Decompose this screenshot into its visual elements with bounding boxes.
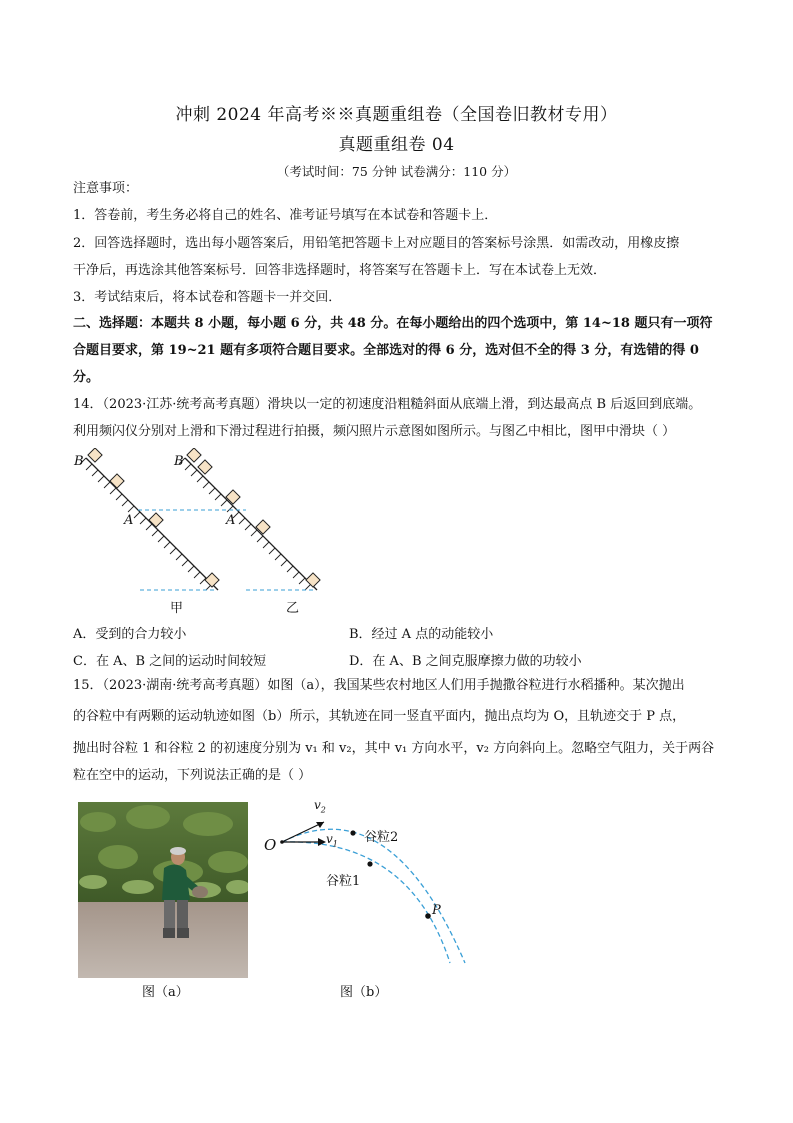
farmer-photo	[78, 802, 248, 978]
note-item-3: 3．考试结束后，将本试卷和答题卡一并交回．	[73, 290, 342, 305]
point-P	[425, 913, 431, 919]
label-grain-2: 谷粒2	[364, 830, 399, 845]
q14-option-c: C．在 A、B 之间的运动时间较短	[73, 654, 267, 669]
q15-stem-line3: 抛出时谷粒 1 和谷粒 2 的初速度分别为 v₁ 和 v₂，其中 v₁ 方向水平，v₂ 方向斜向上。忽略空气阻力，关于两谷	[73, 741, 715, 756]
slider-block	[198, 460, 212, 474]
slider-block	[187, 448, 201, 462]
grain-2-dot	[350, 830, 355, 835]
q14-option-a: A．受到的合力较小	[73, 627, 187, 642]
page-title: 冲刺 2024 年高考※※真题重组卷（全国卷旧教材专用）	[175, 105, 618, 125]
fig-a-caption: 图（a）	[142, 985, 189, 1000]
q14-option-b: B．经过 A 点的动能较小	[349, 627, 494, 642]
v2-arrow	[282, 822, 324, 842]
section-heading-line2: 合题目要求，第 19~21 题有多项符合题目要求。全部选对的得 6 分，选对但不全的得 3 分，有选错的得 0	[73, 343, 699, 358]
section-heading-line3: 分。	[73, 370, 100, 385]
exam-info: （考试时间：75 分钟 试卷满分：110 分）	[276, 164, 517, 179]
notes-heading: 注意事项：	[73, 181, 139, 196]
fig-b-caption: 图（b）	[340, 985, 388, 1000]
slider-block	[306, 573, 320, 587]
q14-stem-line1: 14．（2023·江苏·统考高考真题）滑块以一定的初速度沿粗糙斜面从底端上滑，到达最高点 B 后返回到底端。	[73, 397, 702, 412]
label-P: P	[432, 903, 441, 918]
point-O	[280, 840, 284, 844]
incline-yi	[179, 448, 320, 590]
incline-jia	[80, 448, 219, 590]
q15-stem-line4: 粒在空中的运动，下列说法正确的是（ ）	[73, 768, 312, 783]
paper-subtitle: 真题重组卷 04	[338, 135, 455, 155]
label-B-yi: B	[174, 454, 184, 469]
label-O: O	[264, 836, 277, 854]
grain-1-dot	[367, 861, 372, 866]
q14-stem-line2: 利用频闪仪分别对上滑和下滑过程进行拍摄，频闪照片示意图如图所示。与图乙中相比，图甲中滑块（ ）	[73, 424, 676, 439]
label-A-yi: A	[226, 513, 236, 528]
label-A-jia: A	[124, 513, 134, 528]
section-heading-line1: 二、选择题：本题共 8 小题，每小题 6 分，共 48 分。在每小题给出的四个选项中，第 14~18 题只有一项符	[73, 316, 713, 331]
label-B-jia: B	[74, 454, 84, 469]
q14-figure	[68, 448, 328, 618]
note-item-1: 1．答卷前，考生务必将自己的姓名、准考证号填写在本试卷和答题卡上．	[73, 208, 498, 223]
q14-option-d: D．在 A、B 之间克服摩擦力做的功较小	[349, 654, 582, 669]
label-grain-1: 谷粒1	[326, 874, 361, 889]
trajectory-grain-2	[282, 829, 465, 963]
slider-block	[88, 448, 102, 462]
q15-stem-line1: 15．（2023·湖南·统考高考真题）如图（a），我国某些农村地区人们用手抛撒谷粒进行水稻播种。某次抛出	[73, 678, 685, 693]
slider-block	[110, 474, 124, 488]
label-yi: 乙	[286, 601, 300, 616]
label-v1: $v_1$	[326, 832, 338, 849]
note-item-2a: 2．回答选择题时，选出每小题答案后，用铅笔把答题卡上对应题目的答案标号涂黑．如需改动，用橡皮擦	[73, 236, 680, 251]
trajectory-grain-1	[282, 842, 450, 963]
label-v2: $v_2$	[314, 798, 326, 815]
trajectory-figure	[260, 798, 480, 973]
slider-block	[205, 573, 219, 587]
label-jia: 甲	[170, 601, 184, 616]
q15-stem-line2: 的谷粒中有两颗的运动轨迹如图（b）所示，其轨迹在同一竖直平面内，抛出点均为 O，且轨迹交于 P 点，	[73, 709, 686, 724]
note-item-2b: 干净后，再选涂其他答案标号．回答非选择题时，将答案写在答题卡上．写在本试卷上无效．	[73, 263, 607, 278]
